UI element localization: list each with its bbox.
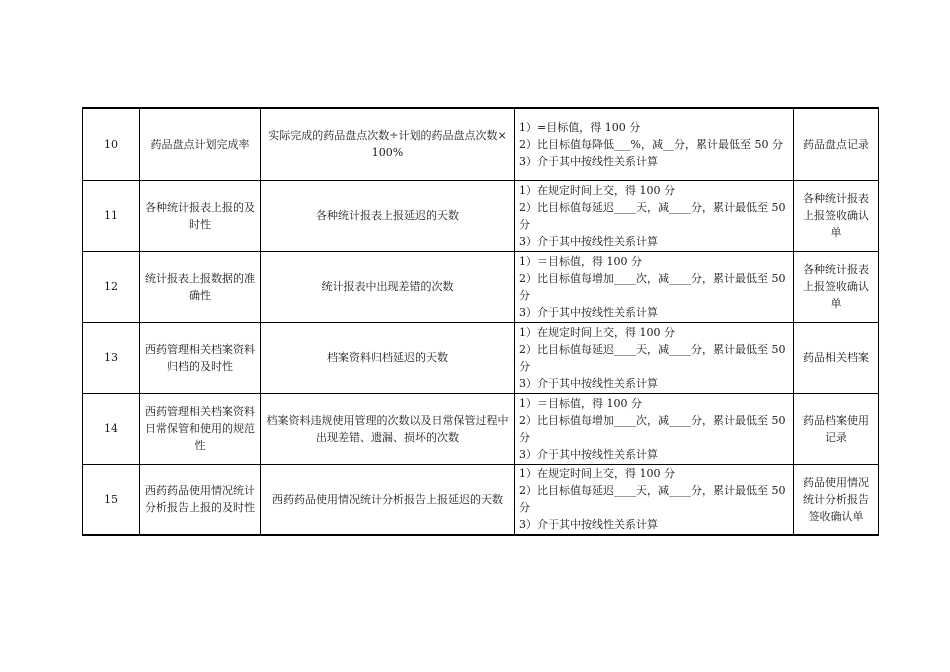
scoring-rule: 1）在规定时间上交，得 100 分 (519, 467, 675, 481)
indicator-definition: 档案资料归档延迟的天数 (261, 322, 515, 393)
table-row (83, 393, 879, 464)
scoring-rules (515, 180, 794, 251)
row-number: 10 (83, 108, 140, 180)
indicator-definition: 各种统计报表上报延迟的天数 (261, 180, 515, 251)
data-source: 药品使用情况统计分析报告签收确认单 (794, 464, 879, 535)
row-number: 12 (83, 251, 140, 322)
scoring-rule: 3）介于其中按线性关系计算 (519, 447, 658, 461)
table-row (83, 251, 879, 322)
scoring-rule: 1）=目标值，得 100 分 (519, 120, 641, 134)
scoring-rule: 1）在规定时间上交，得 100 分 (519, 325, 675, 339)
table-row (83, 464, 879, 535)
scoring-rule: 3）介于其中按线性关系计算 (519, 234, 658, 248)
scoring-rule: 3）介于其中按线性关系计算 (519, 305, 658, 319)
row-number: 11 (83, 180, 140, 251)
row-number: 13 (83, 322, 140, 393)
indicator-name: 各种统计报表上报的及时性 (140, 180, 261, 251)
scoring-rule: 2）比目标值每延迟____天，减____分，累计最低至 50 分 (519, 200, 786, 231)
scoring-rule: 2）比目标值每降低___%，减__分，累计最低至 50 分 (519, 137, 783, 151)
indicator-name: 统计报表上报数据的准确性 (140, 251, 261, 322)
scoring-rule: 2）比目标值每延迟____天，减____分，累计最低至 50 分 (519, 484, 786, 515)
table-row (83, 180, 879, 251)
table-row (83, 108, 879, 180)
scoring-rule: 2）比目标值每增加____次，减____分，累计最低至 50 分 (519, 271, 786, 302)
scoring-rule: 1）在规定时间上交，得 100 分 (519, 183, 675, 197)
data-source: 各种统计报表上报签收确认单 (794, 180, 879, 251)
data-source: 药品盘点记录 (794, 108, 879, 180)
scoring-rules (515, 393, 794, 464)
data-source: 药品档案使用记录 (794, 393, 879, 464)
indicator-definition: 实际完成的药品盘点次数÷计划的药品盘点次数×100% (261, 108, 515, 180)
indicator-definition: 统计报表中出现差错的次数 (261, 251, 515, 322)
scoring-rule: 3）介于其中按线性关系计算 (519, 376, 658, 390)
scoring-rule: 1）＝目标值，得 100 分 (519, 396, 642, 410)
indicator-name: 西药药品使用情况统计分析报告上报的及时性 (140, 464, 261, 535)
indicator-definition: 档案资料违规使用管理的次数以及日常保管过程中出现差错、遗漏、损坏的次数 (261, 393, 515, 464)
scoring-rules (515, 464, 794, 535)
scoring-rule: 1）＝目标值，得 100 分 (519, 254, 642, 268)
table-row (83, 322, 879, 393)
kpi-table (82, 107, 879, 536)
scoring-rule: 3）介于其中按线性关系计算 (519, 518, 658, 532)
scoring-rules (515, 251, 794, 322)
indicator-definition: 西药药品使用情况统计分析报告上报延迟的天数 (261, 464, 515, 535)
indicator-name: 药品盘点计划完成率 (140, 108, 261, 180)
data-source: 各种统计报表上报签收确认单 (794, 251, 879, 322)
scoring-rule: 2）比目标值每延迟____天，减____分，累计最低至 50 分 (519, 342, 786, 373)
indicator-name: 西药管理相关档案资料日常保管和使用的规范性 (140, 393, 261, 464)
scoring-rule: 3）介于其中按线性关系计算 (519, 154, 658, 168)
scoring-rule: 2）比目标值每增加____次，减____分，累计最低至 50 分 (519, 413, 786, 444)
data-source: 药品相关档案 (794, 322, 879, 393)
row-number: 15 (83, 464, 140, 535)
indicator-name: 西药管理相关档案资料归档的及时性 (140, 322, 261, 393)
scoring-rules (515, 322, 794, 393)
row-number: 14 (83, 393, 140, 464)
scoring-rules (515, 108, 794, 180)
